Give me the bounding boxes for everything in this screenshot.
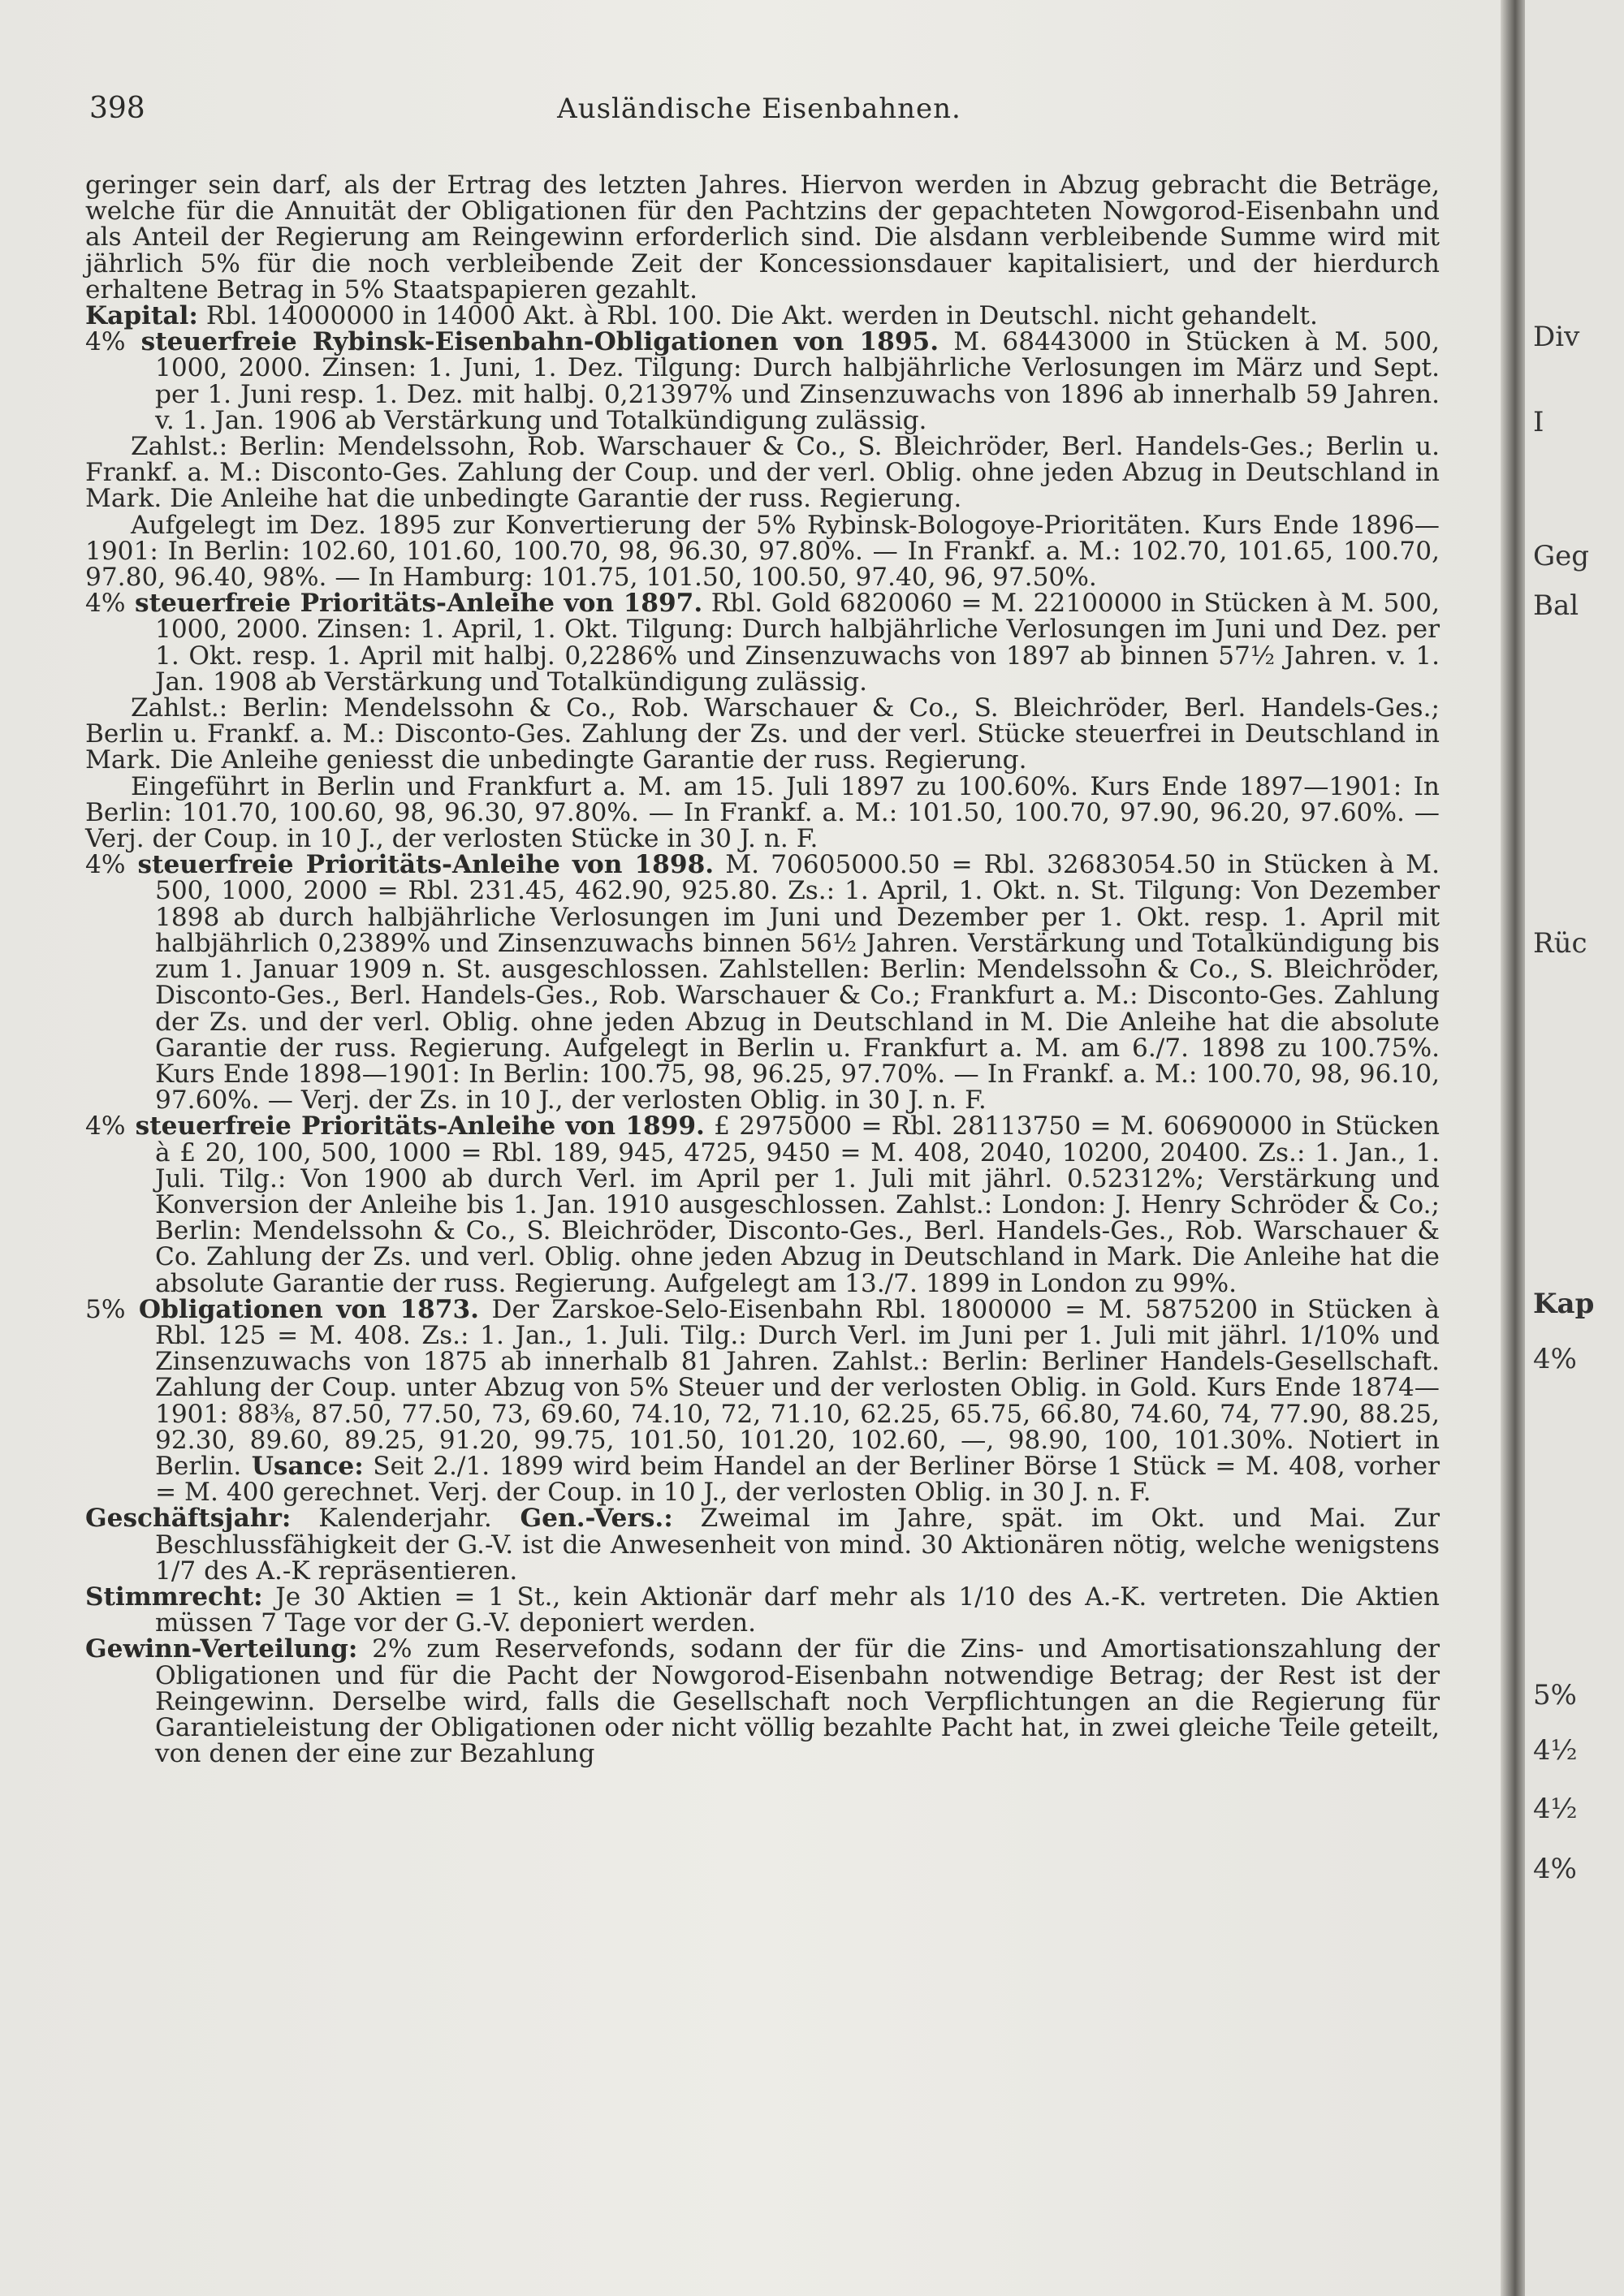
loan-1899-title: steuerfreie Prioritäts-Anleihe von 1899.: [125, 1111, 705, 1142]
adjacent-page-fragment: Bal: [1533, 589, 1579, 622]
loan-1895-kurse: Aufgelegt im Dez. 1895 zur Konvertierung der 5% Rybinsk-Bologoye-Prioritäten. Kurs Ende 1896—1901: In Berlin: 102.60, 101.60, 100.70, 98, 96.30, 97.80%. — In Frankf. a. M.: 102.70, 101.65, 100.70, 97.80, 96.40, 98%. — In Hamburg: 101.75, 101.50, 100.50, 97.40, 96, 97.50%.: [85, 510, 1440, 593]
usance-label: Usance:: [241, 1451, 364, 1481]
obligationen-1873-title: Obligationen von 1873.: [125, 1294, 480, 1324]
loan-1897-kurse: Eingeführt in Berlin und Frankfurt a. M. am 15. Juli 1897 zu 100.60%. Kurs Ende 1897—1901: In Berlin: 101.70, 100.60, 98, 96.30, 97.80%. — In Frankf. a. M.: 101.50, 100.70, 97.90, 96.20, 97.60%. — Verj. der Coup. in 10 J., der verlosten Stücke in 30 J. n. F.: [85, 771, 1440, 854]
gen-vers-text: Zweimal im Jahre, spät. im Okt. und Mai. Zur Beschlussfähigkeit der G.-V. ist die Anwesenheit von mind. 30 Aktionären nötig, welche wenigstens 1/7 des A.-K repräsentieren.: [155, 1504, 1440, 1586]
loan-1897-text: Rbl. Gold 6820060 = M. 22100000 in Stücken à M. 500, 1000, 2000. Zinsen: 1. April, 1. Okt. Tilgung: Durch halbjährliche Verlosungen im Juni und Dez. per 1. Okt. resp. 1. April mit halbj. 0,2286% und Zinsenzuwachs von 1897 ab binnen 57½ Jahren. v. 1. Jan. 1908 ab Verstärkung und Totalkündigung zulässig.: [155, 589, 1440, 697]
adjacent-page-fragment: 4%: [1533, 1343, 1577, 1375]
book-gutter: [1501, 0, 1525, 2296]
loan-1895-zahlstellen: Zahlst.: Berlin: Mendelssohn, Rob. Warschauer & Co., S. Bleichröder, Berl. Handels-Ges.; Berlin u. Frankf. a. M.: Disconto-Ges. Zahlung der Coup. und der verl. Oblig. ohne jeden Abzug in Deutschland in Mark. Die Anleihe hat die unbedingte Garantie der russ. Regierung.: [85, 432, 1440, 514]
loan-1898-entry: [85, 850, 1440, 1116]
loan-1898-text: M. 70605000.50 = Rbl. 32683054.50 in Stücken à M. 500, 1000, 2000 = Rbl. 231.45, 462.90, 925.80. Zs.: 1. April, 1. Okt. n. St. Tilgung: Von Dezember 1898 ab durch halbjährliche Verlosungen im Juni und Dezember per 1. Okt. resp. 1. April mit halbjährlich 0,2389% und Zinsenzuwachs binnen 56½ Jahren. Verstärkung und Totalkündigung bis zum 1. Januar 1909 n. St. ausgeschlossen. Zahlstellen: Berlin: Mendelssohn & Co., S. Bleichröder, Disconto-Ges., Berl. Handels-Ges., Rob. Warschauer & Co.; Frankfurt a. M.: Disconto-Ges. Zahlung der Zs. und der verl. Oblig. ohne jeden Abzug in Deutschland in M. Die Anleihe hat die absolute Garantie der russ. Regierung. Aufgelegt in Berlin u. Frankfurt a. M. am 6./7. 1898 zu 100.75%. Kurs Ende 1898—1901: In Berlin: 100.75, 98, 96.25, 97.70%. — In Frankf. a. M.: 100.70, 98, 96.10, 97.60%. — Verj. der Zs. in 10 J., der verlosten Oblig. in 30 J. n. F.: [155, 850, 1440, 1116]
gewinn-verteilung-entry: [85, 1636, 1440, 1767]
kapital-label: Kapital:: [85, 301, 198, 331]
adjacent-page-fragment: Geg: [1533, 540, 1590, 572]
page-number: 398: [89, 92, 145, 125]
loan-1897-zahlstellen: Zahlst.: Berlin: Mendelssohn & Co., Rob. Warschauer & Co., S. Bleichröder, Berl. Handels-Ges.; Berlin u. Frankf. a. M.: Disconto-Ges. Zahlung der Zs. und der verl. Stücke steuerfrei in Deutschland in Mark. Die Anleihe geniesst die unbedingte Garantie der russ. Regierung.: [85, 693, 1440, 775]
gewinn-verteilung-label: Gewinn-Verteilung:: [85, 1634, 358, 1664]
usance-text: Seit 2./1. 1899 wird beim Handel an der Berliner Börse 1 Stück = M. 408, vorher = M. 400 gerechnet. Verj. der Coup. in 10 J., der verlosten Oblig. in 30 J. n. F.: [155, 1451, 1440, 1508]
geschaeftsjahr-entry: [85, 1505, 1440, 1584]
loan-1897-title: steuerfreie Prioritäts-Anleihe von 1897.: [125, 589, 703, 619]
stimmrecht-label: Stimmrecht:: [85, 1582, 263, 1612]
loan-1899-rate: 4%: [85, 1111, 126, 1142]
loan-1897-entry: [85, 590, 1440, 695]
kapital-entry: [85, 303, 1440, 329]
gen-vers-label: Gen.-Vers.:: [491, 1504, 673, 1534]
loan-1895-rate: 4%: [85, 327, 126, 357]
kapital-text: Rbl. 14000000 in 14000 Akt. à Rbl. 100. Die Akt. werden in Deutschl. nicht gehandelt.: [197, 301, 1318, 331]
loan-1895-text: M. 68443000 in Stücken à M. 500, 1000, 2000. Zinsen: 1. Juni, 1. Dez. Tilgung: Durch halbjährliche Verlosungen im März und Sept. per 1. Juni resp. 1. Dez. mit halbj. 0,21397% und Zinsenzuwachs von 1896 ab innerhalb 59 Jahren. v. 1. Jan. 1906 ab Verstärkung und Totalkündigung zulässig.: [155, 327, 1440, 435]
obligationen-1873-entry: [85, 1294, 1440, 1508]
adjacent-page-fragment: 4%: [1533, 1853, 1577, 1885]
adjacent-page-fragment: 4½: [1533, 1734, 1578, 1767]
adjacent-page-fragment: 5%: [1533, 1679, 1577, 1711]
geschaeftsjahr-text: Kalenderjahr.: [291, 1504, 492, 1534]
loan-1898-title: steuerfreie Prioritäts-Anleihe von 1898.: [125, 850, 715, 880]
loan-1899-text: £ 2975000 = Rbl. 28113750 = M. 60690000 in Stücken à £ 20, 100, 500, 1000 = Rbl. 189, 945, 4725, 9450 = M. 408, 2040, 10200, 20400. Zs.: 1. Jan., 1. Juli. Tilg.: Von 1900 ab durch Verl. im April per 1. Juli mit jährl. 0.52312%; Verstärkung und Konversion der Anleihe bis 1. Jan. 1910 ausgeschlossen. Zahlst.: London: J. Henry Schröder & Co.; Berlin: Mendelssohn & Co., S. Bleichröder, Disconto-Ges., Berl. Handels-Ges., Rob. Warschauer & Co. Zahlung der Zs. und verl. Oblig. ohne jeden Abzug in Deutschland in Mark. Die Anleihe hat die absolute Garantie der russ. Regierung. Aufgelegt am 13./7. 1899 in London zu 99%.: [155, 1111, 1440, 1298]
adjacent-page-fragment: Kap: [1533, 1288, 1595, 1320]
adjacent-page-fragment: I: [1533, 406, 1544, 438]
adjacent-page-fragment: Div: [1533, 321, 1580, 353]
gewinn-verteilung-text: 2% zum Reservefonds, sodann der für die Zins- und Amortisationszahlung der Obligationen und für die Pacht der Nowgorod-Eisenbahn notwendige Betrag; der Rest ist der Reingewinn. Derselbe wird, falls die Gesellschaft noch Verpflichtungen an die Regierung für Garantieleistung der Obligationen oder nicht völlig bezahlte Pacht hat, in zwei gleiche Teile geteilt, von denen der eine zur Bezahlung: [155, 1634, 1440, 1769]
stimmrecht-entry: [85, 1584, 1440, 1636]
obligationen-1873-text: Der Zarskoe-Selo-Eisenbahn Rbl. 1800000 = M. 5875200 in Stücken à Rbl. 125 = M. 408. Zs.: 1. Jan., 1. Juli. Tilg.: Durch Verl. im Juni per 1. Juli mit jährl. 1/10% und Zinsenzuwachs von 1875 ab innerhalb 81 Jahren. Zahlst.: Berlin: Berliner Handels-Gesellschaft. Zahlung der Coup. unter Abzug von 5% Steuer und der verlosten Oblig. in Gold. Kurs Ende 1874—1901: 88⅜, 87.50, 77.50, 73, 69.60, 74.10, 72, 71.10, 62.25, 65.75, 66.80, 74.60, 74, 77.90, 88.25, 92.30, 89.60, 89.25, 91.20, 99.75, 101.50, 101.20, 102.60, —, 98.90, 100, 101.30%. Notiert in Berlin.: [155, 1294, 1440, 1481]
loan-1897-rate: 4%: [85, 589, 126, 619]
text-column: [85, 172, 1440, 1767]
loan-1898-rate: 4%: [85, 850, 126, 880]
geschaeftsjahr-label: Geschäftsjahr:: [85, 1504, 292, 1534]
obligationen-1873-rate: 5%: [85, 1294, 126, 1324]
intro-paragraph: geringer sein darf, als der Ertrag des letzten Jahres. Hiervon werden in Abzug gebracht die Beträge, welche für die Annuität der Obligationen für den Pachtzins der gepachteten Nowgorod-Eisenbahn und als Anteil der Regierung am Reingewinn erforderlich sind. Die alsdann verbleibende Summe wird mit jährlich 5% für die noch verbleibende Zeit der Koncessionsdauer kapitalisiert, und der hierdurch erhaltene Betrag in 5% Staatspapieren gezahlt.: [85, 170, 1440, 304]
adjacent-page-edge: [1525, 0, 1624, 2296]
stimmrecht-text: Je 30 Aktien = 1 St., kein Aktionär darf mehr als 1/10 des A.-K. vertreten. Die Aktien müssen 7 Tage vor der G.-V. deponiert werden.: [155, 1582, 1440, 1638]
adjacent-page-fragment: 4½: [1533, 1793, 1578, 1825]
adjacent-page-fragment: Rüc: [1533, 927, 1587, 960]
loan-1895-entry: [85, 329, 1440, 434]
loan-1895-title: steuerfreie Rybinsk-Eisenbahn-Obligationen von 1895.: [125, 327, 939, 357]
loan-1899-entry: [85, 1113, 1440, 1296]
running-title: Ausländische Eisenbahnen.: [557, 93, 961, 125]
running-head: [89, 88, 1429, 136]
